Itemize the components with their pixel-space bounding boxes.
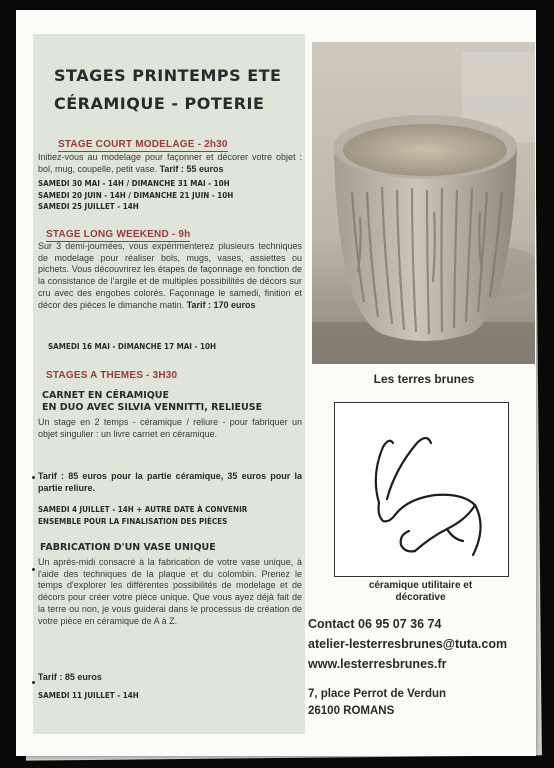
carnet-dates: SAMEDI 4 JUILLET - 14H + AUTRE DATE À CONVENIR ENSEMBLE POUR LA FINALISATION DES PIÈCES [38, 505, 248, 526]
date-line: SAMEDI 25 JUILLET - 14H [38, 202, 139, 211]
address-line-1: 7, place Perrot de Verdun [308, 688, 447, 700]
flyer-title [54, 62, 304, 118]
stage-long-description: Sur 3 demi-journées, vous expérimenterez plusieurs techniques de modelage pour réaliser bols, mugs, vases, assiettes ou pichets. Vous découvrirez les étapes de façonnage en fonction de la consistance de l'argile et de multiples possibilités de décors sur cru avec des engobes colorés. Façonnage le samedi, finition et décor des pièces le dimanche matin. Tarif : 170 euros [38, 241, 302, 310]
brand-name: Les terres brunes [373, 372, 475, 386]
vase-tarif: Tarif : 85 euros [38, 672, 102, 682]
ceramic-cup-photo [312, 42, 535, 364]
stage-court-tarif: Tarif : 55 euros [159, 163, 224, 174]
ceramic-cup-illustration [312, 42, 535, 364]
date-line: SAMEDI 30 MAI - 14H / DIMANCHE 31 MAI - 10H [38, 179, 230, 188]
goat-logo-icon [335, 403, 508, 576]
bullet-icon [32, 681, 35, 684]
stage-court-title: STAGE COURT MODELAGE - 2h30 [58, 139, 228, 150]
flyer-sheet [16, 10, 536, 756]
contact-block [308, 614, 536, 674]
stage-long-title: STAGE LONG WEEKEND - 9h [46, 229, 191, 240]
address-line-2: 26100 ROMANS [308, 705, 395, 717]
date-line: SAMEDI 20 JUIN - 14H / DIMANCHE 21 JUIN - 10H [38, 190, 234, 200]
stage-long-dates: SAMEDI 16 MAI - DIMANCHE 17 MAI - 10H [48, 342, 217, 351]
title-line-2: CÉRAMIQUE - POTERIE [54, 94, 265, 113]
logo-frame [334, 402, 509, 577]
contact-email: atelier-lesterresbrunes@tuta.com [308, 637, 508, 651]
address-block [308, 686, 536, 720]
vase-description: Un après-midi consacré à la fabrication de votre vase unique, à l'aide des techniques de la plaque et du colombin. Prenez le temps d'explorer les différentes possibilités de modelage et de décors pour créer votre pièce unique. Que vous ayez déjà fait de la terre ou non, je vous guiderai dans le processus de création de votre pièce en céramique de A à Z. [38, 557, 302, 626]
carnet-tarif: Tarif : 85 euros pour la partie céramique, 35 euros pour la partie reliure. [38, 471, 302, 493]
title-line-1: STAGES PRINTEMPS ETE [54, 66, 282, 85]
vase-title: FABRICATION D'UN VASE UNIQUE [40, 542, 216, 553]
contact-phone: Contact 06 95 07 36 74 [308, 617, 442, 631]
stage-court-description: Initiez-vous au modelage pour façonner et décorer votre objet : bol, mug, coupelle, petit vase. Tarif : 55 euros [38, 152, 302, 174]
vase-dates: SAMEDI 11 JUILLET - 14H [38, 691, 139, 700]
carnet-description: Un stage en 2 temps - céramique / reliure - pour fabriquer un objet singulier : un livre carnet en céramique. [38, 417, 302, 439]
carnet-title: CARNET EN CÉRAMIQUE EN DUO AVEC SILVIA VENNITTI, RELIEUSE [42, 390, 263, 413]
brand-caption: céramique utilitaire et décorative [368, 580, 473, 603]
bullet-icon [32, 476, 35, 479]
bullet-icon [32, 568, 35, 571]
contact-website: www.lesterresbrunes.fr [308, 657, 447, 671]
stage-court-dates [38, 178, 233, 213]
stages-themes-title: STAGES A THEMES - 3H30 [46, 370, 178, 381]
stage-long-tarif: Tarif : 170 euros [186, 299, 256, 310]
